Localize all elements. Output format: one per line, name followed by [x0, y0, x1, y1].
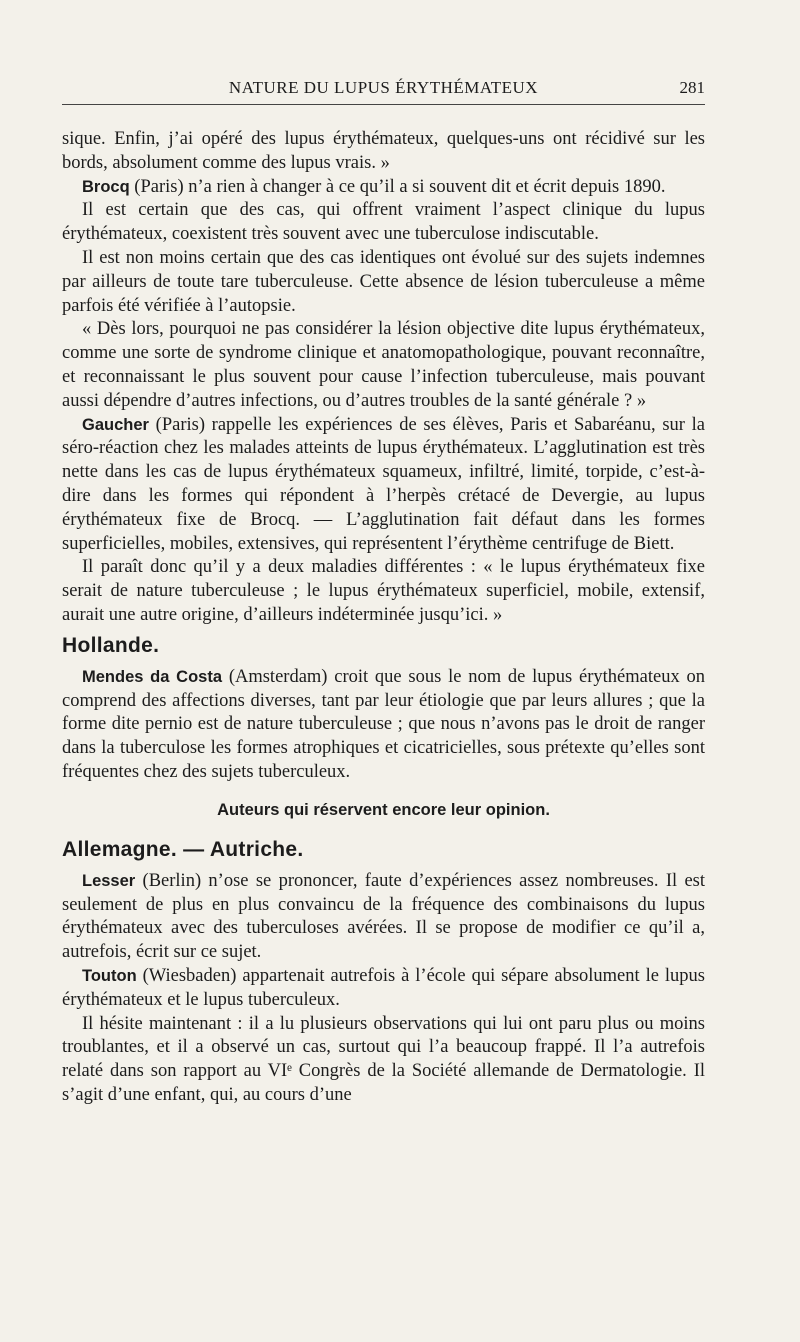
author-name: Brocq	[82, 177, 130, 196]
paragraph-text: (Amsterdam) croit que sous le nom de lupus érythémateux on comprend des affections diverses, tant par leur étiologie que par leurs allures ; que la forme dite pernio est de nature tuberculeuse ; que nous n’avons pas le droit de ranger dans la tuberculose les formes atrophiques et cicatricielles, sous prétexte qu’elles sont fréquentes chez des sujets tuberculeux.	[62, 666, 705, 782]
author-name: Gaucher	[82, 415, 149, 434]
text-body	[62, 128, 705, 1108]
author-name: Lesser	[82, 871, 136, 890]
paragraph-text: (Paris) rappelle les expériences de ses élèves, Paris et Sabaréanu, sur la séro-réaction chez les malades atteints de lupus érythémateux. L’agglutination est très nette dans les cas de lupus érythémateux squameux, infiltré, limité, torpide, c’est-à-dire dans les formes qui répondent à l’herpès crétacé de Devergie, au lupus érythémateux fixe de Brocq. — L’agglutination fait défaut dans les formes superficielles, mobiles, extensives, qui représentent l’érythème centrifuge de Biett.	[62, 414, 705, 554]
paragraph: Il est certain que des cas, qui offrent vraiment l’aspect clinique du lupus érythémateux, coexistent très souvent avec une tuberculose indiscutable.	[62, 200, 705, 245]
running-title: NATURE DU LUPUS ÉRYTHÉMATEUX	[228, 78, 539, 97]
paragraph-quote: « Dès lors, pourquoi ne pas considérer la lésion objective dite lupus érythémateux, comme une sorte de syndrome clinique et anatomopathologique, pouvant reconnaître, et reconnaissant le plus souvent pour cause l’infection tuberculeuse, mais pouvant aussi dépendre d’autres infections, ou d’autres troubles de la santé générale ? »	[62, 319, 705, 411]
section-heading-hollande: Hollande.	[62, 633, 160, 657]
author-name: Touton	[82, 966, 137, 985]
paragraph-continuation: sique. Enfin, j’ai opéré des lupus érythémateux, quelques-uns ont récidivé sur les bords, absolument comme des lupus vrais. »	[62, 129, 705, 173]
paragraph-text: (Wiesbaden) appartenait autrefois à l’école qui sépare absolument le lupus érythémateux et le lupus tuberculeux.	[62, 965, 705, 1010]
paragraph-touton	[62, 965, 705, 1013]
paragraph-brocq	[62, 176, 705, 200]
page-number: 281	[679, 78, 705, 97]
subsection-heading-auteurs: Auteurs qui réservent encore leur opinion.	[217, 800, 550, 819]
paragraph-text: (Paris) n’a rien à changer à ce qu’il a si souvent dit et écrit depuis 1890.	[129, 176, 666, 197]
section-heading-allemagne: Allemagne. — Autriche.	[62, 837, 304, 861]
paragraph-gaucher	[62, 414, 705, 557]
running-header	[62, 78, 705, 105]
paragraph: Il hésite maintenant : il a lu plusieurs observations qui lui ont paru plus ou moins troublantes, et il a observé un cas, surtout qui l’a beaucoup frappé. Il l’a autrefois relaté dans son rapport au VIᵉ Congrès de la Société allemande de Dermatologie. Il s’agit d’une enfant, qui, au cours d’une	[62, 1013, 705, 1105]
paragraph-lesser	[62, 870, 705, 965]
paragraph: Il est non moins certain que des cas identiques ont évolué sur des sujets indemnes par ailleurs de toute tare tuberculeuse. Cette absence de lésion tuberculeuse a même parfois été vérifiée à l’autopsie.	[62, 247, 705, 316]
paragraph-text: (Berlin) n’ose se prononcer, faute d’expériences assez nombreuses. Il est seulement de plus en plus convaincu de la fréquence des combinaisons du lupus érythémateux avec des tuberculoses avérées. Il se propose de modifier ce qu’il a, autrefois, écrit sur ce sujet.	[62, 870, 705, 963]
author-name: Mendes da Costa	[82, 667, 223, 686]
paragraph-mendes-da-costa	[62, 666, 705, 785]
paragraph: Il paraît donc qu’il y a deux maladies différentes : « le lupus érythémateux fixe serait de nature tuberculeuse ; le lupus érythémateux superficiel, mobile, extensif, aurait une autre origine, d’ailleurs indéterminée jusqu’ici. »	[62, 557, 705, 625]
